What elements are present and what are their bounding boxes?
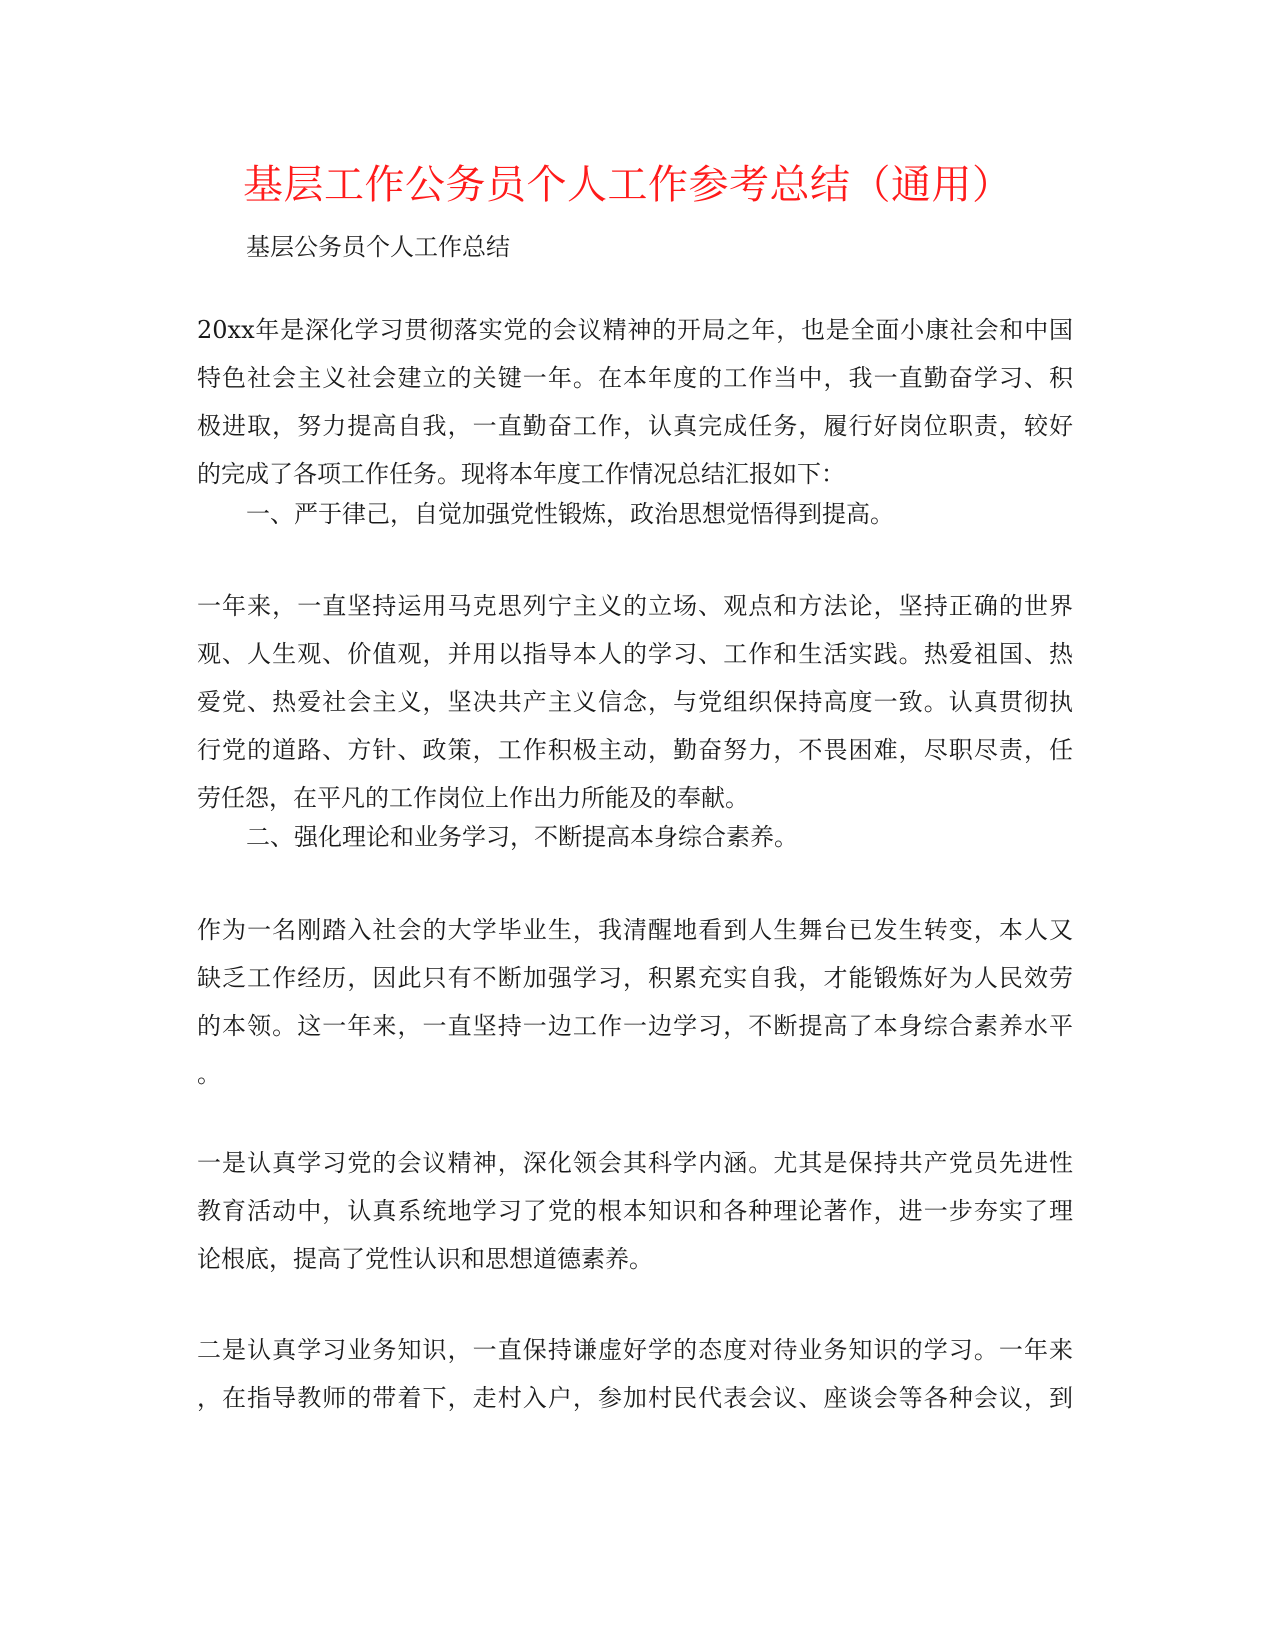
paragraph-point-1 bbox=[197, 1139, 1073, 1283]
paragraph-line: 。 bbox=[197, 1060, 221, 1088]
paragraph-line: 一是认真学习党的会议精神，深化领会其科学内涵。尤其是保持共产党员先进性 bbox=[197, 1149, 1073, 1177]
paragraph-line: 的完成了各项工作任务。现将本年度工作情况总结汇报如下： bbox=[197, 460, 845, 488]
paragraph-line: 劳任怨，在平凡的工作岗位上作出力所能及的奉献。 bbox=[197, 784, 749, 812]
paragraph-line: 论根底，提高了党性认识和思想道德素养。 bbox=[197, 1245, 653, 1273]
section-heading-1: 一、严于律己，自觉加强党性锻炼，政治思想觉悟得到提高。 bbox=[246, 500, 894, 528]
paragraph-section-2 bbox=[197, 906, 1073, 1098]
paragraph-line: 爱党、热爱社会主义，坚决共产主义信念，与党组织保持高度一致。认真贯彻执 bbox=[197, 688, 1073, 716]
paragraph-line: 20xx年是深化学习贯彻落实党的会议精神的开局之年，也是全面小康社会和中国 bbox=[197, 316, 1073, 344]
paragraph-line: 观、人生观、价值观，并用以指导本人的学习、工作和生活实践。热爱祖国、热 bbox=[197, 640, 1073, 668]
paragraph-line: ，在指导教师的带着下，走村入户，参加村民代表会议、座谈会等各种会议，到 bbox=[197, 1384, 1073, 1412]
paragraph-line: 作为一名刚踏入社会的大学毕业生，我清醒地看到人生舞台已发生转变，本人又 bbox=[197, 916, 1073, 944]
paragraph-line: 缺乏工作经历，因此只有不断加强学习，积累充实自我，才能锻炼好为人民效劳 bbox=[197, 964, 1073, 992]
paragraph-line: 一年来，一直坚持运用马克思列宁主义的立场、观点和方法论，坚持正确的世界 bbox=[197, 592, 1073, 620]
paragraph-line: 行党的道路、方针、政策，工作积极主动，勤奋努力，不畏困难，尽职尽责，任 bbox=[197, 736, 1073, 764]
paragraph-line: 二是认真学习业务知识，一直保持谦虚好学的态度对待业务知识的学习。一年来 bbox=[197, 1336, 1073, 1364]
document-subtitle: 基层公务员个人工作总结 bbox=[246, 233, 510, 261]
section-heading-2: 二、强化理论和业务学习，不断提高本身综合素养。 bbox=[246, 823, 798, 851]
paragraph-line: 特色社会主义社会建立的关键一年。在本年度的工作当中，我一直勤奋学习、积 bbox=[197, 364, 1073, 392]
paragraph-line: 教育活动中，认真系统地学习了党的根本知识和各种理论著作，进一步夯实了理 bbox=[197, 1197, 1073, 1225]
paragraph-line: 的本领。这一年来，一直坚持一边工作一边学习，不断提高了本身综合素养水平 bbox=[197, 1012, 1073, 1040]
paragraph-intro bbox=[197, 306, 1073, 498]
paragraph-section-1 bbox=[197, 582, 1073, 822]
paragraph-line: 极进取，努力提高自我，一直勤奋工作，认真完成任务，履行好岗位职责，较好 bbox=[197, 412, 1073, 440]
paragraph-point-2 bbox=[197, 1326, 1073, 1422]
document-title: 基层工作公务员个人工作参考总结（通用） bbox=[243, 162, 1013, 208]
